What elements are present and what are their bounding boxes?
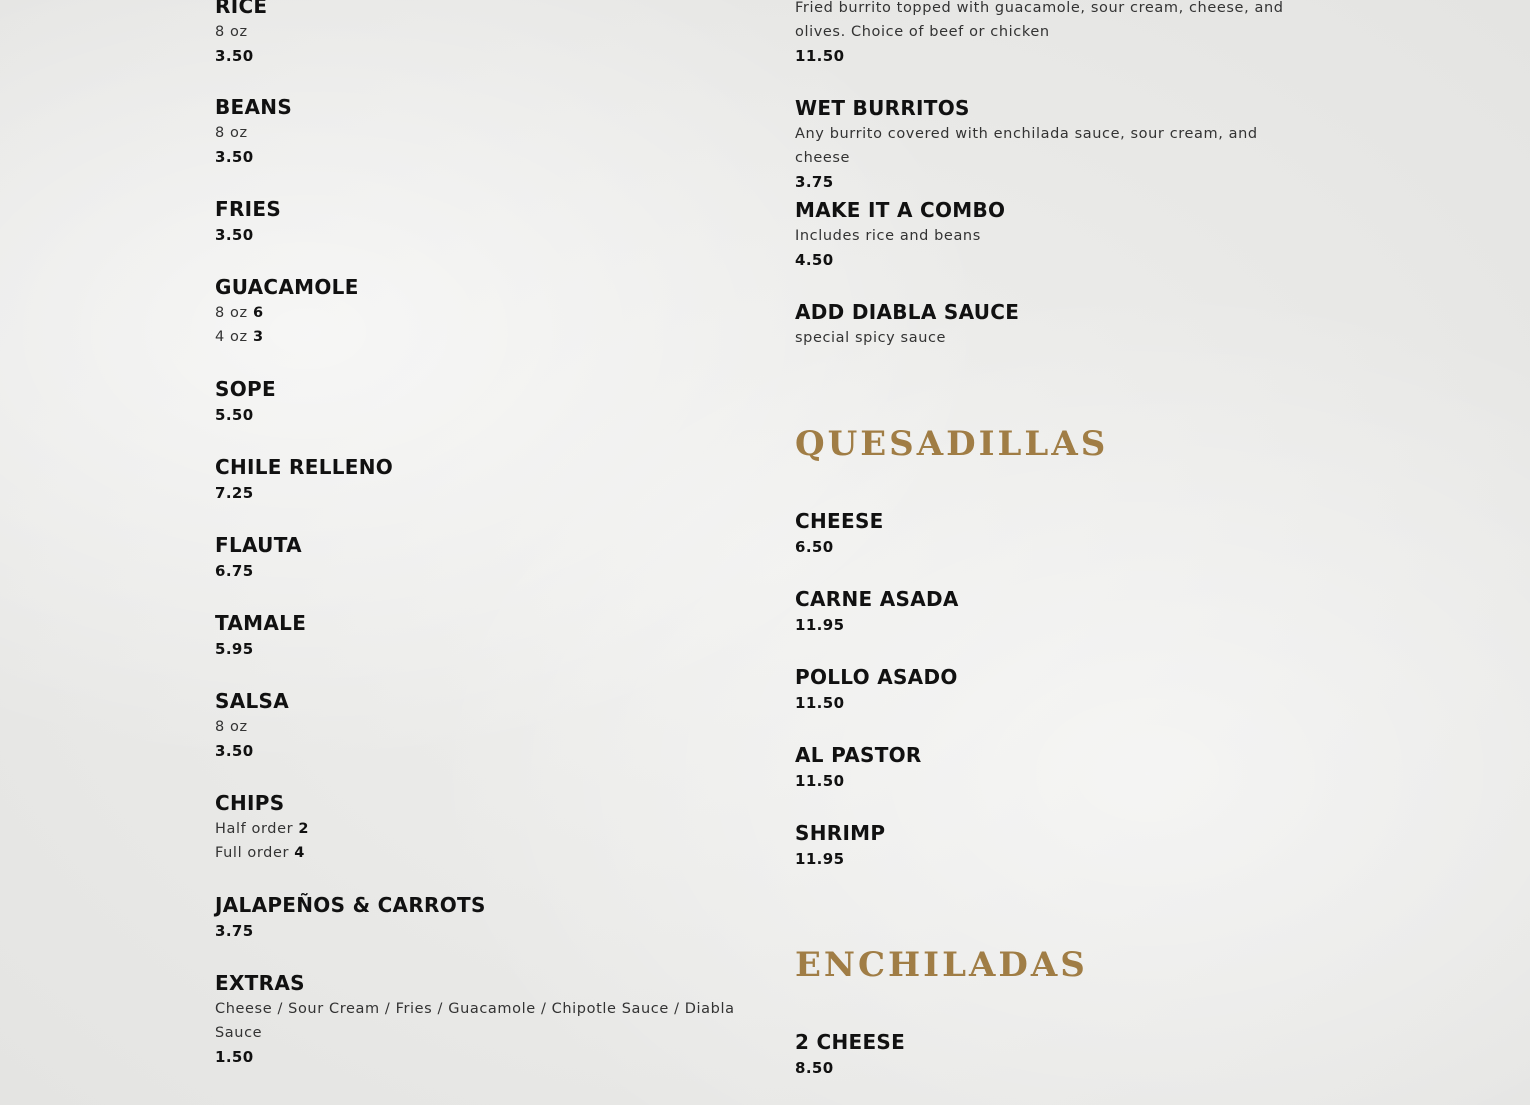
menu-item-guacamole: [215, 275, 745, 349]
item-name: FLAUTA: [215, 533, 302, 557]
item-price: 11.95: [795, 850, 845, 868]
option-label: 8 oz: [215, 305, 248, 321]
menu-item-rice: [215, 0, 745, 68]
item-name: ADD DIABLA SAUCE: [795, 300, 1020, 324]
item-name: JALAPEÑOS & CARROTS: [215, 893, 486, 917]
item-name: CHILE RELLENO: [215, 455, 394, 479]
menu-item-add-diabla-sauce: [795, 300, 1315, 350]
item-name: CHIPS: [215, 791, 285, 815]
menu-item-wet-burritos: [795, 96, 1315, 194]
menu-item-make-it-a-combo: [795, 198, 1315, 272]
option-price: 3: [252, 329, 264, 345]
menu-item-chips: [215, 791, 745, 865]
item-price: 11.50: [795, 772, 845, 790]
item-price: 3.75: [795, 173, 834, 191]
item-name: FRIES: [215, 197, 282, 221]
item-price: 3.75: [215, 922, 254, 940]
item-name: CHEESE: [795, 509, 884, 533]
item-price: 11.95: [795, 616, 845, 634]
menu-item-2-cheese: [795, 1030, 1315, 1080]
menu-item-al-pastor: [795, 743, 1315, 793]
menu-item-tamale: [215, 611, 745, 661]
option-price: 2: [298, 821, 310, 837]
item-desc: Cheese / Sour Cream / Fries / Guacamole / Chipotle Sauce / Diabla Sauce: [215, 1001, 735, 1041]
item-desc: 8 oz: [215, 24, 248, 40]
item-price: 3.50: [215, 47, 254, 65]
item-price: 11.50: [795, 694, 845, 712]
menu-item-salsa: [215, 689, 745, 763]
item-price: 8.50: [795, 1059, 834, 1077]
option-label: 4 oz: [215, 329, 248, 345]
item-name: SHRIMP: [795, 821, 886, 845]
menu-item-extras: [215, 971, 745, 1069]
menu-item-beans: [215, 95, 745, 169]
section-title-enchiladas: ENCHILADAS: [795, 945, 1088, 985]
item-name: WET BURRITOS: [795, 96, 970, 120]
item-price: 3.50: [215, 226, 254, 244]
item-name: EXTRAS: [215, 971, 305, 995]
item-desc: special spicy sauce: [795, 330, 947, 346]
item-name: POLLO ASADO: [795, 665, 958, 689]
item-name: MAKE IT A COMBO: [795, 198, 1006, 222]
item-price: 5.95: [215, 640, 254, 658]
option-line: [215, 817, 745, 841]
option-price: 4: [294, 845, 305, 861]
item-price: 4.50: [795, 251, 834, 269]
menu-item-carne-asada: [795, 587, 1315, 637]
item-price: 1.50: [215, 1048, 254, 1066]
option-line: [215, 841, 745, 865]
item-desc: Any burrito covered with enchilada sauce, sour cream, and cheese: [795, 126, 1258, 166]
item-name: AL PASTOR: [795, 743, 922, 767]
item-name: SALSA: [215, 689, 290, 713]
section-title-quesadillas: QUESADILLAS: [795, 424, 1109, 464]
item-price: 6.50: [795, 538, 834, 556]
menu-item-shrimp: [795, 821, 1315, 871]
menu-item-pollo-asado: [795, 665, 1315, 715]
item-desc: 8 oz: [215, 125, 248, 141]
menu-item-sope: [215, 377, 745, 427]
menu-item-fried-burrito: [795, 0, 1315, 68]
item-price: 6.75: [215, 562, 254, 580]
item-name: 2 CHEESE: [795, 1030, 906, 1054]
menu-item-fries: [215, 197, 745, 247]
option-price: 6: [252, 305, 264, 321]
item-desc: 8 oz: [215, 719, 248, 735]
item-desc: Includes rice and beans: [795, 228, 981, 244]
option-label: Full order: [215, 845, 290, 861]
menu-item-jalapenos-carrots: [215, 893, 745, 943]
item-name: BEANS: [215, 95, 293, 119]
item-name: RICE: [215, 0, 268, 18]
option-line: [215, 325, 745, 349]
item-name: SOPE: [215, 377, 276, 401]
item-name: CARNE ASADA: [795, 587, 959, 611]
item-price: 11.50: [795, 47, 845, 65]
item-price: 3.50: [215, 742, 254, 760]
option-label: Half order: [215, 821, 294, 837]
item-name: TAMALE: [215, 611, 307, 635]
menu-item-cheese-quesadilla: [795, 509, 1315, 559]
item-desc: Fried burrito topped with guacamole, sour cream, cheese, and olives. Choice of beef or chicken: [795, 0, 1284, 40]
option-line: [215, 301, 745, 325]
item-price: 5.50: [215, 406, 254, 424]
menu-item-flauta: [215, 533, 745, 583]
item-name: GUACAMOLE: [215, 275, 359, 299]
item-price: 3.50: [215, 148, 254, 166]
item-price: 7.25: [215, 484, 254, 502]
menu-item-chile-relleno: [215, 455, 745, 505]
